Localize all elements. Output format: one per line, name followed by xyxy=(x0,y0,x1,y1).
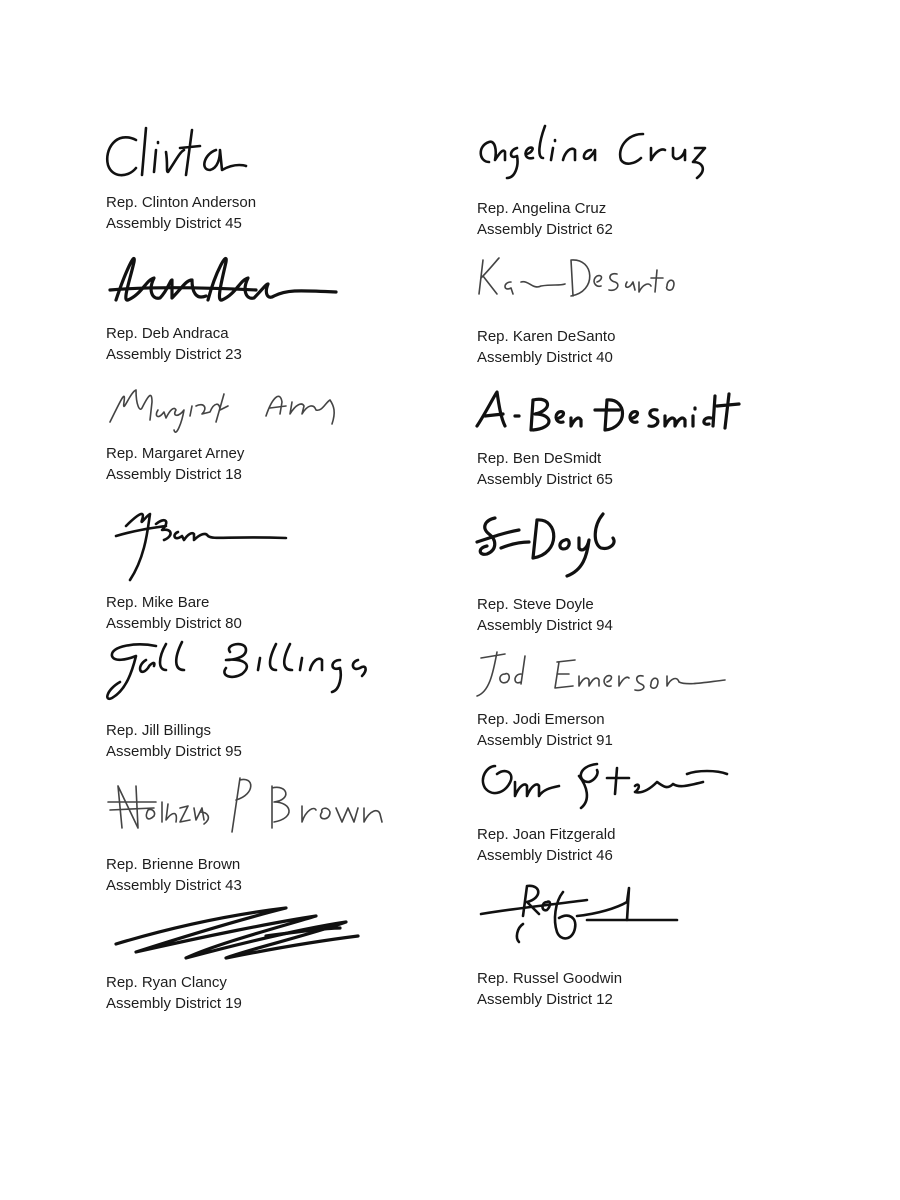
signer-caption xyxy=(477,709,613,751)
signature-ryan-clancy xyxy=(96,892,416,982)
signature-jill-billings xyxy=(96,636,416,726)
signer-district: Assembly District 62 xyxy=(477,221,613,238)
signer-caption xyxy=(106,323,242,365)
signature-russel-goodwin xyxy=(467,880,787,970)
signer-name: Rep. Karen DeSanto xyxy=(477,328,616,345)
signer-name: Rep. Ryan Clancy xyxy=(106,974,227,991)
signature-brienne-brown xyxy=(96,772,416,862)
signer-district: Assembly District 43 xyxy=(106,877,242,894)
signer-name: Rep. Joan Fitzgerald xyxy=(477,826,616,843)
signer-district: Assembly District 18 xyxy=(106,466,242,483)
signer-caption xyxy=(477,198,613,240)
signer-district: Assembly District 95 xyxy=(106,743,242,760)
signer-caption xyxy=(106,592,242,634)
signer-name: Rep. Jodi Emerson xyxy=(477,711,605,728)
signer-name: Rep. Ben DeSmidt xyxy=(477,450,602,467)
signer-district: Assembly District 45 xyxy=(106,215,242,232)
signer-name: Rep. Angelina Cruz xyxy=(477,200,607,217)
signature-steve-doyle xyxy=(467,508,787,598)
signer-district: Assembly District 23 xyxy=(106,346,242,363)
signature-deb-andraca xyxy=(96,240,416,330)
signer-caption xyxy=(477,448,613,490)
signer-district: Assembly District 19 xyxy=(106,995,242,1012)
signer-caption xyxy=(106,854,242,896)
signer-name: Rep. Russel Goodwin xyxy=(477,970,623,987)
signer-name: Rep. Steve Doyle xyxy=(477,596,594,613)
signature-karen-desanto xyxy=(467,246,787,336)
signer-name: Rep. Brienne Brown xyxy=(106,856,241,873)
signer-name: Rep. Jill Billings xyxy=(106,722,212,739)
signer-caption xyxy=(477,968,622,1010)
signer-district: Assembly District 91 xyxy=(477,732,613,749)
signature-mike-bare xyxy=(96,496,416,586)
signer-caption xyxy=(106,443,244,485)
signer-caption xyxy=(106,972,242,1014)
signer-district: Assembly District 94 xyxy=(477,617,613,634)
signer-caption xyxy=(477,824,615,866)
signer-district: Assembly District 65 xyxy=(477,471,613,488)
signer-caption xyxy=(477,594,613,636)
signer-district: Assembly District 80 xyxy=(106,615,242,632)
signer-caption xyxy=(477,326,615,368)
signer-caption xyxy=(106,720,242,762)
signer-caption xyxy=(106,192,256,234)
signer-name: Rep. Mike Bare xyxy=(106,594,210,611)
signer-name: Rep. Margaret Arney xyxy=(106,445,245,462)
signer-district: Assembly District 46 xyxy=(477,847,613,864)
signature-angelina-cruz xyxy=(467,120,787,210)
signer-name: Rep. Clinton Anderson xyxy=(106,194,257,211)
signer-district: Assembly District 12 xyxy=(477,991,613,1008)
signer-district: Assembly District 40 xyxy=(477,349,613,366)
signer-name: Rep. Deb Andraca xyxy=(106,325,229,342)
